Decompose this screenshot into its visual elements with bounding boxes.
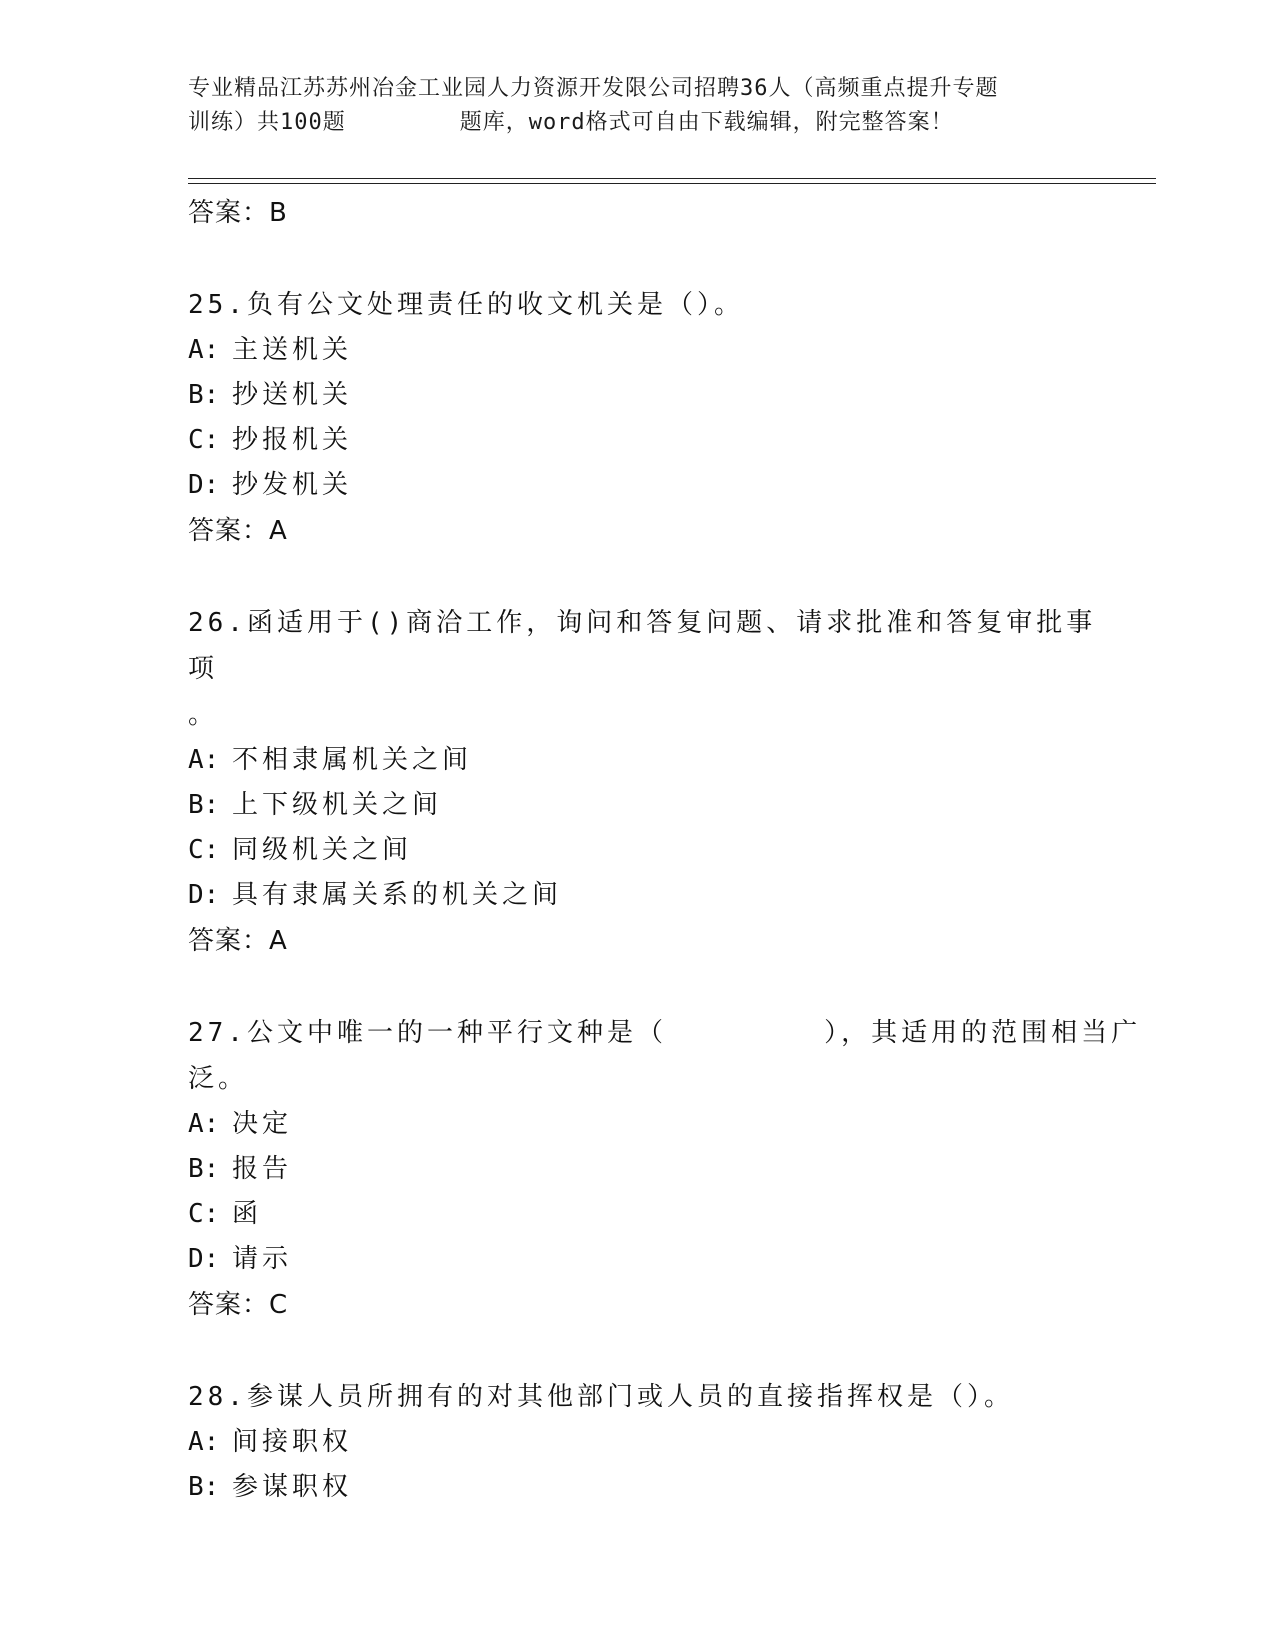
option-c [188, 1192, 1108, 1237]
option-key: B: [188, 380, 220, 410]
option-b [188, 373, 1108, 418]
spacer [188, 554, 1108, 600]
answer-line [188, 918, 1108, 964]
option-key: A: [188, 335, 220, 365]
question-25 [188, 282, 1108, 554]
option-text: 抄报机关 [232, 425, 353, 455]
question-text-line-1: 27.公文中唯一的一种平行文种是（ ），其适用的范围相当广 [188, 1018, 1142, 1048]
option-key: C: [188, 1199, 220, 1229]
option-text: 主送机关 [232, 335, 353, 365]
header-double-rule [188, 178, 1156, 184]
option-key: A: [188, 745, 220, 775]
option-a [188, 328, 1108, 373]
question-28 [188, 1374, 1108, 1510]
answer-value: C [269, 1290, 289, 1320]
option-a [188, 738, 1108, 783]
option-text: 具有隶属关系的机关之间 [232, 880, 563, 910]
page-header [188, 72, 1088, 140]
option-text: 不相隶属机关之间 [232, 745, 473, 775]
option-b [188, 1465, 1108, 1510]
answer-value: B [269, 198, 288, 228]
option-text: 决定 [232, 1109, 293, 1139]
question-text-line-1: 26.函适用于()商洽工作，询问和答复问题、请求批准和答复审批事项 [188, 608, 1097, 684]
option-text: 报告 [232, 1154, 293, 1184]
answer-label: 答案： [188, 1290, 270, 1320]
option-d [188, 463, 1108, 508]
answer-line [188, 508, 1108, 554]
option-key: B: [188, 790, 220, 820]
option-text: 参谋职权 [232, 1472, 353, 1502]
answer-line [188, 1282, 1108, 1328]
question-text: 28.参谋人员所拥有的对其他部门或人员的直接指挥权是（）。 [188, 1382, 1014, 1412]
question-26 [188, 600, 1108, 964]
option-key: D: [188, 880, 220, 910]
option-c [188, 418, 1108, 463]
option-key: D: [188, 470, 220, 500]
answer-label: 答案： [188, 198, 270, 228]
option-b [188, 783, 1108, 828]
option-d [188, 1237, 1108, 1282]
option-text: 请示 [232, 1244, 293, 1274]
option-c [188, 828, 1108, 873]
option-text: 抄发机关 [232, 470, 353, 500]
spacer [188, 964, 1108, 1010]
header-title-line-1: 专业精品江苏苏州冶金工业园人力资源开发限公司招聘36人（高频重点提升专题 [188, 76, 999, 101]
answer-line [188, 190, 1108, 236]
option-key: A: [188, 1427, 220, 1457]
question-text-line-2: 。 [188, 700, 219, 730]
question-text: 25.负有公文处理责任的收文机关是（）。 [188, 290, 744, 320]
answer-value: A [269, 516, 288, 546]
option-a [188, 1102, 1108, 1147]
option-d [188, 873, 1108, 918]
answer-label: 答案： [188, 926, 270, 956]
header-title-line-2: 训练）共100题 题库，word格式可自由下载编辑，附完整答案！ [188, 110, 954, 135]
option-key: B: [188, 1154, 220, 1184]
option-text: 函 [232, 1199, 263, 1229]
option-text: 间接职权 [232, 1427, 353, 1457]
option-b [188, 1147, 1108, 1192]
spacer [188, 1328, 1108, 1374]
spacer [188, 236, 1108, 282]
option-a [188, 1420, 1108, 1465]
option-key: B: [188, 1472, 220, 1502]
option-text: 同级机关之间 [232, 835, 413, 865]
option-text: 上下级机关之间 [232, 790, 443, 820]
option-key: A: [188, 1109, 220, 1139]
answer-label: 答案： [188, 516, 270, 546]
option-key: D: [188, 1244, 220, 1274]
question-text-line-2: 泛。 [188, 1064, 249, 1094]
question-27 [188, 1010, 1142, 1328]
answer-value: A [269, 926, 288, 956]
option-text: 抄送机关 [232, 380, 353, 410]
option-key: C: [188, 835, 220, 865]
question-list [188, 190, 1142, 1510]
option-key: C: [188, 425, 220, 455]
